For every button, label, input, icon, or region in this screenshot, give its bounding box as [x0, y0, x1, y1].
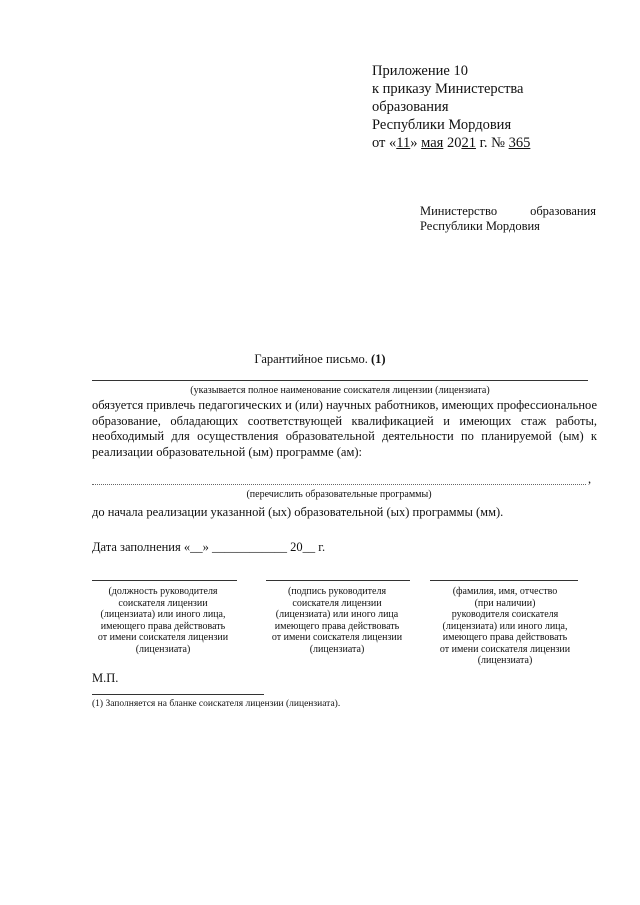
- fill-date: Дата заполнения «__» ____________ 20__ г.: [92, 540, 326, 554]
- fullname-caption-line: (фамилия, имя, отчество: [452, 586, 558, 597]
- fullname-caption-line: (лицензиата): [477, 655, 533, 666]
- programs-end-mark: ,: [588, 472, 592, 486]
- fullname-caption-line: имеющего права действовать: [442, 632, 568, 643]
- position-caption-line: (лицензиата) или иного лица,: [100, 609, 226, 620]
- date-month: мая: [421, 135, 444, 151]
- date-mid: »: [410, 135, 422, 151]
- appendix-line-3: образования: [372, 99, 449, 115]
- programs-line: [92, 484, 586, 485]
- appendix-order-date: [372, 134, 530, 152]
- position-caption-line: имеющего права действовать: [100, 620, 226, 632]
- position-caption-line: от имени соискателя лицензии: [97, 632, 229, 643]
- signature-caption-line: (подпись руководителя: [287, 586, 387, 597]
- position-caption-line: (лицензиата): [135, 643, 191, 655]
- date-suffix: г. №: [475, 135, 509, 151]
- signature-caption-line: (лицензиата): [309, 643, 365, 655]
- stamp-label: М.П.: [92, 671, 119, 685]
- applicant-caption: (указывается полное наименование соискателя лицензии (лицензиата): [190, 385, 490, 396]
- programs-caption: (перечислить образовательные программы): [246, 489, 432, 500]
- letter-title: [0, 352, 640, 367]
- fullname-caption-line: (лицензиата) или иного лица,: [442, 620, 568, 632]
- commitment-paragraph: обязуется привлечь педагогических и (или) научных работников, имеющих профессиональное образование, обладающих соответствующей квалификацией и имеющих стаж работы, необходимый для осуществления образовательной деятельности по планируемой (ым) к реализации образовательной (ым) программе (ам):: [92, 398, 597, 459]
- position-caption-line: соискателя лицензии: [118, 597, 208, 609]
- fullname-caption-line: (при наличии): [474, 597, 536, 609]
- appendix-line-4: Республики Мордовия: [372, 117, 512, 133]
- date-prefix: от «: [372, 135, 397, 151]
- position-caption-line: (должность руководителя: [108, 586, 218, 597]
- title-footnote-mark: (1): [371, 352, 386, 366]
- addressee-line-2: Республики Мордовия: [420, 219, 540, 233]
- appendix-line-1: Приложение 10: [372, 63, 468, 79]
- appendix-header: [372, 62, 530, 152]
- fullname-caption-line: руководителя соискателя: [451, 609, 559, 620]
- date-year-b: 21: [461, 135, 476, 151]
- until-text: до начала реализации указанной (ых) образовательной (ых) программы (мм).: [92, 505, 504, 519]
- signature-caption-line: от имени соискателя лицензии: [271, 632, 403, 643]
- footnote-text: (1) Заполняется на бланке соискателя лицензии (лицензиата).: [92, 699, 341, 709]
- date-year-a: 20: [443, 135, 462, 151]
- fullname-caption: [430, 586, 580, 667]
- letter-title-text: Гарантийное письмо.: [254, 352, 372, 366]
- position-caption: [88, 586, 238, 655]
- addressee-word-2: образования: [530, 204, 596, 218]
- position-line: [92, 580, 237, 581]
- order-number: 365: [508, 135, 531, 151]
- fullname-caption-line: от имени соискателя лицензии: [439, 643, 571, 655]
- footnote-separator: [92, 694, 264, 695]
- applicant-name-line: [92, 380, 588, 381]
- fullname-line: [430, 580, 578, 581]
- signature-caption-line: соискателя лицензии: [292, 597, 382, 609]
- addressee-word-1: Министерство: [420, 204, 498, 218]
- appendix-line-2: к приказу Министерства: [372, 81, 524, 97]
- addressee-block: [420, 204, 596, 234]
- signature-caption-line: (лицензиата) или иного лица: [275, 609, 399, 620]
- date-day: 11: [396, 135, 411, 151]
- signature-line: [266, 580, 410, 581]
- signature-caption: [262, 586, 412, 655]
- signature-caption-line: имеющего права действовать: [274, 620, 400, 632]
